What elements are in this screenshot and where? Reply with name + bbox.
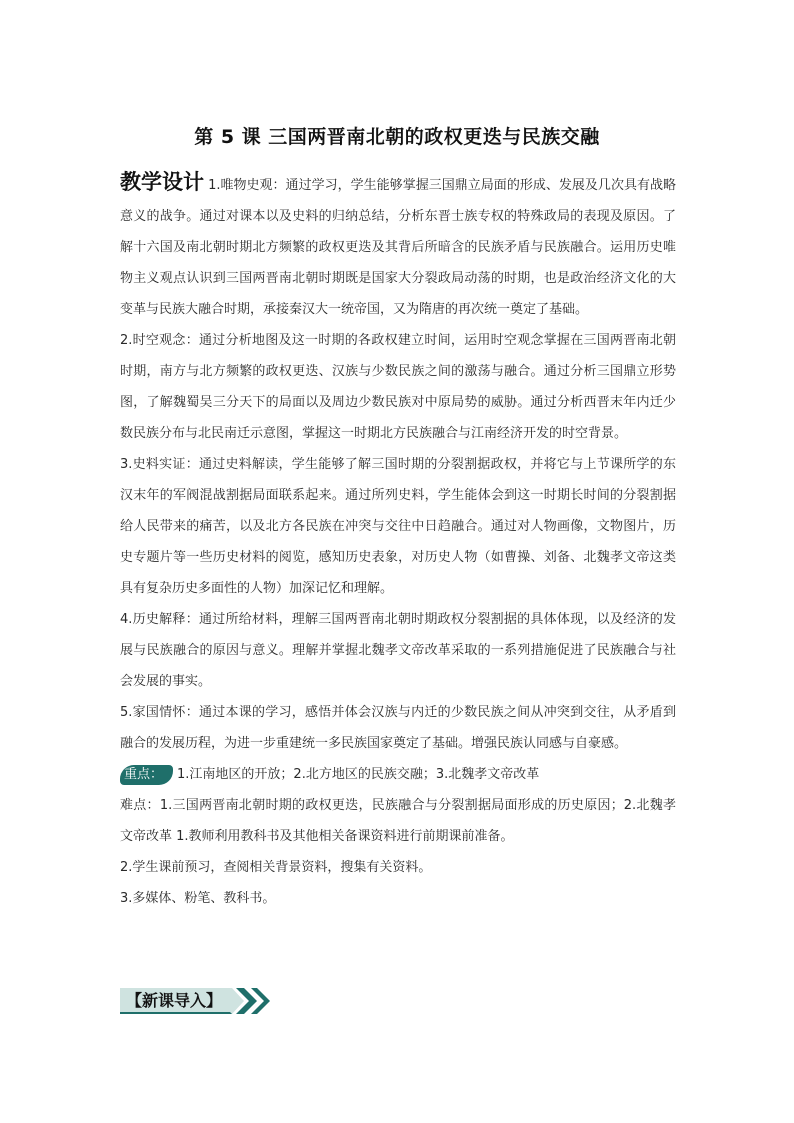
banner-label: 【新课导入】 (126, 991, 223, 1010)
lesson-title: 第 5 课 三国两晋南北朝的政权更迭与民族交融 (194, 126, 600, 148)
paragraph-material-view (120, 167, 676, 325)
difficult-points: 难点：1.三国两晋南北朝时期的政权更迭，民族融合与分裂割据局面形成的历史原因；2.北魏孝文帝改革 1.教师利用教科书及其他相关备课资料进行前期课前准备。 (120, 798, 676, 844)
paragraph-text: 1.唯物史观：通过学习，学生能够掌握三国鼎立局面的形成、发展及几次具有战略意义的战争。通过对课本以及史料的归纳总结，分析东晋士族专权的特殊政局的表现及原因。了解十六国及南北朝时期北方频繁的政权更迭及其背后所暗含的民族矛盾与民族融合。运用历史唯物主义观点认识到三国两晋南北朝时期既是国家大分裂政局动荡的时期，也是政治经济文化的大变革与民族大融合时期，承接秦汉大一统帝国，又为隋唐的再次统一奠定了基础。 (120, 178, 676, 317)
key-points-badge: 重点： (120, 765, 173, 785)
paragraph-patriotism: 5.家国情怀：通过本课的学习，感悟并体会汉族与内迁的少数民族之间从冲突到交往，从矛盾到融合的发展历程，为进一步重建统一多民族国家奠定了基础。增强民族认同感与自豪感。 (120, 705, 676, 751)
prep-item-3: 3.多媒体、粉笔、教科书。 (120, 891, 276, 906)
prep-item-2: 2.学生课前预习，查阅相关背景资料，搜集有关资料。 (120, 860, 432, 875)
key-points-text: 1.江南地区的开放；2.北方地区的民族交融；3.北魏孝文帝改革 (177, 767, 540, 782)
key-points (120, 759, 676, 790)
paragraph-interpretation: 4.历史解释：通过所给材料，理解三国两晋南北朝时期政权分裂割据的具体体现，以及经济的发展与民族融合的原因与意义。理解并掌握北魏孝文帝改革采取的一系列措施促进了民族融合与社会发展的事实。 (120, 612, 676, 689)
teaching-design-section (120, 167, 676, 914)
paragraph-evidence: 3.史料实证：通过史料解读，学生能够了解三国时期的分裂割据政权，并将它与上节课所学的东汉末年的军阀混战割据局面联系起来。通过所列史料，学生能体会到这一时期长时间的分裂割据给人民带来的痛苦，以及北方各民族在冲突与交往中日趋融合。通过对人物画像，文物图片，历史专题片等一些历史材料的阅览，感知历史表象，对历史人物（如曹操、刘备、北魏孝文帝这类具有复杂历史多面性的人物）加深记忆和理解。 (120, 457, 676, 596)
section-heading: 教学设计 (120, 170, 205, 194)
paragraph-time-space: 2.时空观念：通过分析地图及这一时期的各政权建立时间，运用时空观念掌握在三国两晋南北朝时期，南方与北方频繁的政权更迭、汉族与少数民族之间的激荡与融合。通过分析三国鼎立形势图，了解魏蜀吴三分天下的局面以及周边少数民族对中原局势的威胁。通过分析西晋末年内迁少数民族分布与北民南迁示意图，掌握这一时期北方民族融合与江南经济开发的时空背景。 (120, 333, 676, 441)
new-lesson-intro-banner (120, 986, 272, 1016)
